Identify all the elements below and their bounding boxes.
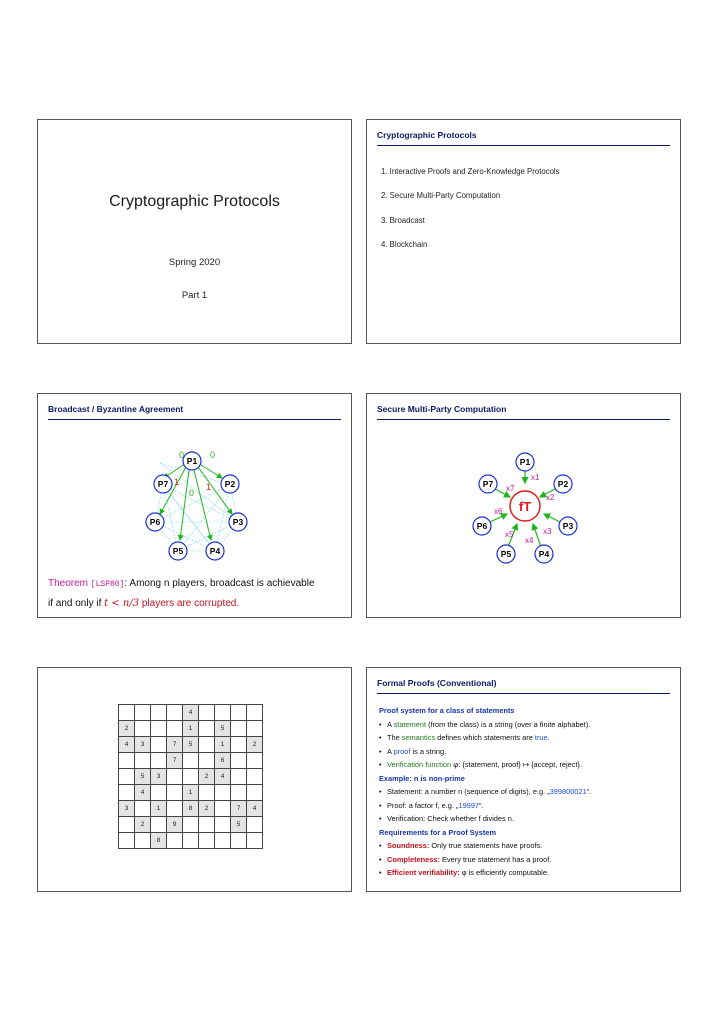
sudoku-cell: 3 (119, 801, 135, 817)
sudoku-cell: 4 (135, 785, 151, 801)
formal-proofs-body (379, 704, 672, 880)
sudoku-cell: 1 (183, 721, 199, 737)
sudoku-cell (135, 753, 151, 769)
sudoku-cell (119, 833, 135, 849)
trusted-party-label: fT (518, 499, 532, 514)
mpc-slide (366, 393, 681, 618)
player-label: P5 (500, 549, 512, 559)
theorem-line-2: if and only if t < n/3 players are corrupted. (48, 598, 240, 609)
sudoku-row (119, 833, 263, 849)
player-nodes (146, 452, 247, 560)
player-label: P3 (562, 521, 574, 531)
svg-text:x4: x4 (525, 536, 534, 545)
sudoku-cell: 7 (167, 753, 183, 769)
section-heading: Proof system for a class of statements (379, 706, 515, 715)
bullet: • The semantics defines which statements are true. (379, 731, 672, 745)
player-label: P1 (519, 457, 531, 467)
sudoku-cell (215, 833, 231, 849)
player-label: P1 (186, 456, 198, 466)
formal-proofs-slide (366, 667, 681, 892)
section-heading: Requirements for a Proof System (379, 827, 497, 837)
sudoku-cell: 1 (215, 737, 231, 753)
sudoku-cell (247, 817, 263, 833)
player-label: P4 (209, 546, 221, 556)
sudoku-row (119, 721, 263, 737)
sudoku-cell (199, 833, 215, 849)
player-label: P2 (224, 479, 236, 489)
sudoku-cell (215, 817, 231, 833)
svg-text:x1: x1 (531, 473, 540, 482)
svg-text:x2: x2 (546, 493, 555, 502)
sudoku-cell (247, 833, 263, 849)
sudoku-row (119, 769, 263, 785)
sudoku-cell (167, 785, 183, 801)
sudoku-cell (167, 769, 183, 785)
bullet: • Verification function φ: {statement, proof} ↦ {accept, reject}. (379, 758, 672, 772)
sudoku-cell: 8 (183, 801, 199, 817)
sudoku-cell (247, 769, 263, 785)
sudoku-cell (199, 737, 215, 753)
player-label: P7 (157, 479, 169, 489)
term-label: Spring 2020 (168, 257, 221, 268)
sudoku-row (119, 753, 263, 769)
slide-header: Broadcast / Byzantine Agreement (48, 404, 341, 420)
sudoku-cell (231, 785, 247, 801)
sudoku-cell (135, 705, 151, 721)
slide-header: Formal Proofs (Conventional) (377, 678, 670, 694)
player-label: P3 (232, 517, 244, 527)
sudoku-cell (151, 785, 167, 801)
bullet: • Proof: a factor f, e.g. „19997“. (379, 799, 672, 813)
mpc-diagram (367, 434, 682, 574)
sudoku-cell: 3 (151, 769, 167, 785)
edge-label: 1 (206, 482, 212, 492)
bullet: • Statement: a number n (sequence of digits), e.g. „399800021“. (379, 785, 672, 799)
outline-slide (366, 119, 681, 344)
bullet: • Efficient verifiability: φ is efficiently computable. (379, 866, 672, 880)
sudoku-cell (231, 769, 247, 785)
sudoku-cell (247, 721, 263, 737)
player-label: P6 (476, 521, 488, 531)
sudoku-cell (183, 817, 199, 833)
svg-text:x5: x5 (505, 530, 514, 539)
sudoku-grid (118, 704, 263, 849)
sudoku-cell (183, 769, 199, 785)
player-label: P6 (149, 517, 161, 527)
sudoku-cell (183, 833, 199, 849)
player-label: P4 (538, 549, 550, 559)
sudoku-cell (135, 833, 151, 849)
outline-item: 3. Broadcast (381, 216, 425, 225)
outline-item: 4. Blockchain (381, 240, 428, 249)
sudoku-cell: 5 (215, 721, 231, 737)
sudoku-cell (183, 753, 199, 769)
title-slide (37, 119, 352, 344)
sudoku-cell: 5 (135, 769, 151, 785)
sudoku-cell: 4 (119, 737, 135, 753)
edge-label: 1 (174, 477, 180, 487)
part-label: Part 1 (181, 290, 208, 301)
sudoku-row (119, 737, 263, 753)
sudoku-cell: 6 (215, 753, 231, 769)
sudoku-cell: 4 (215, 769, 231, 785)
sudoku-cell (151, 737, 167, 753)
sudoku-cell: 2 (135, 817, 151, 833)
sudoku-cell: 5 (231, 817, 247, 833)
sudoku-cell: 7 (167, 737, 183, 753)
svg-text:x3: x3 (543, 527, 552, 536)
sudoku-cell (119, 753, 135, 769)
sudoku-cell: 7 (231, 801, 247, 817)
sudoku-cell (199, 705, 215, 721)
sudoku-cell: 1 (151, 801, 167, 817)
sudoku-cell (151, 721, 167, 737)
sudoku-cell: 5 (183, 737, 199, 753)
sudoku-cell: 9 (167, 817, 183, 833)
slide-header: Secure Multi-Party Computation (377, 404, 670, 420)
sudoku-cell (119, 785, 135, 801)
sudoku-row (119, 705, 263, 721)
sudoku-cell: 2 (199, 769, 215, 785)
theorem-line-1: Theorem [LSP80]: Among n players, broadcast is achievable (48, 578, 315, 589)
player-label: P2 (557, 479, 569, 489)
sudoku-cell (215, 785, 231, 801)
edge-label: 0 (210, 450, 216, 460)
sudoku-cell (167, 801, 183, 817)
sudoku-cell (151, 705, 167, 721)
sudoku-cell (199, 817, 215, 833)
sudoku-cell (167, 721, 183, 737)
sudoku-cell (247, 705, 263, 721)
outline-item: 2. Secure Multi-Party Computation (381, 191, 501, 200)
sudoku-row (119, 801, 263, 817)
sudoku-cell (215, 705, 231, 721)
sudoku-cell (199, 721, 215, 737)
sudoku-row (119, 817, 263, 833)
sudoku-cell (119, 705, 135, 721)
sudoku-cell (231, 737, 247, 753)
bullet: • A statement (from the class) is a string (over a finite alphabet). (379, 718, 672, 732)
sudoku-cell: 1 (183, 785, 199, 801)
slide-header: Cryptographic Protocols (377, 130, 670, 146)
outline-item: 1. Interactive Proofs and Zero-Knowledge Protocols (381, 167, 560, 176)
sudoku-cell (135, 801, 151, 817)
player-label: P7 (482, 479, 494, 489)
sudoku-cell (231, 753, 247, 769)
slide-title: Cryptographic Protocols (109, 193, 280, 210)
broadcast-slide (37, 393, 352, 618)
sudoku-cell: 2 (119, 721, 135, 737)
sudoku-cell (151, 817, 167, 833)
section-heading: Example: n is non-prime (379, 773, 465, 783)
sudoku-cell (199, 785, 215, 801)
sudoku-cell (151, 753, 167, 769)
broadcast-diagram (38, 434, 353, 574)
bullet: • Completeness: Every true statement has a proof. (379, 853, 672, 867)
edge-label: 0 (189, 488, 195, 498)
sudoku-cell: 3 (135, 737, 151, 753)
sudoku-cell (231, 833, 247, 849)
sudoku-cell (231, 721, 247, 737)
bullet: • Verification: Check whether f divides n. (379, 812, 672, 826)
bullet: • Soundness: Only true statements have proofs. (379, 839, 672, 853)
svg-text:x7: x7 (506, 484, 515, 493)
sudoku-cell: 4 (247, 801, 263, 817)
player-label: P5 (172, 546, 184, 556)
sudoku-slide (37, 667, 352, 892)
sudoku-cell (167, 705, 183, 721)
sudoku-cell (119, 769, 135, 785)
svg-text:x6: x6 (494, 507, 503, 516)
sudoku-row (119, 785, 263, 801)
sudoku-cell (247, 753, 263, 769)
edge-label: 0 (179, 450, 185, 460)
sudoku-cell (231, 705, 247, 721)
sudoku-cell: 4 (183, 705, 199, 721)
sudoku-cell (119, 817, 135, 833)
sudoku-cell: 2 (247, 737, 263, 753)
sudoku-cell (135, 721, 151, 737)
sudoku-cell: 8 (151, 833, 167, 849)
sudoku-cell (199, 753, 215, 769)
sudoku-cell (167, 833, 183, 849)
sudoku-cell (215, 801, 231, 817)
bullet: • A proof is a string. (379, 745, 672, 759)
sudoku-cell: 2 (199, 801, 215, 817)
sudoku-cell (247, 785, 263, 801)
